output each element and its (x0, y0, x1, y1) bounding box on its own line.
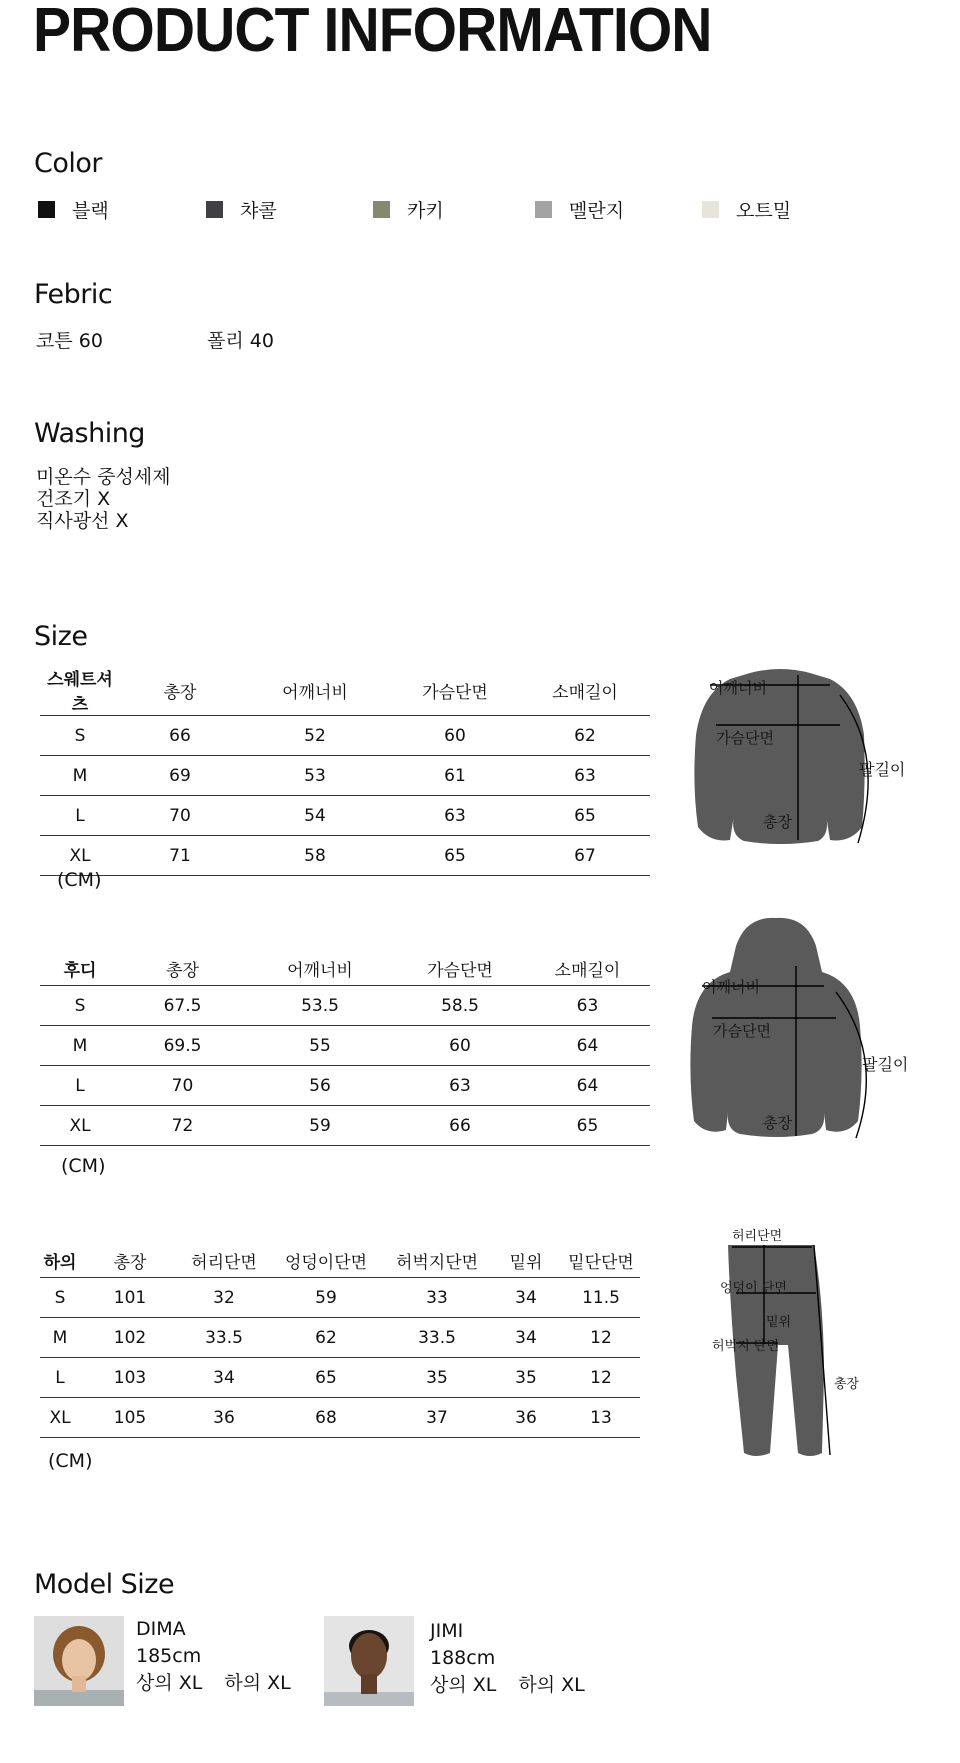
table-cell: 63 (520, 756, 650, 796)
size-heading: Size (34, 621, 88, 652)
hoodie-illustration (676, 916, 916, 1146)
diagram-label-hip: 엉덩이 단면 (720, 1281, 787, 1296)
diagram-label-length: 총장 (763, 1114, 792, 1132)
swatch-black (38, 196, 109, 223)
diagram-label-chest: 가슴단면 (716, 729, 774, 747)
model-info-jimi (430, 1618, 585, 1699)
pants-diagram (706, 1225, 876, 1465)
swatch-label: 카키 (407, 200, 444, 222)
diagram-label-thigh: 허벅지 단면 (712, 1339, 779, 1354)
column-header: 밑위 (490, 1243, 562, 1278)
table-cell: 56 (245, 1066, 395, 1106)
diagram-label-waist: 허리단면 (732, 1229, 783, 1244)
table-row (40, 986, 650, 1026)
table-cell: 102 (80, 1318, 180, 1358)
swatch-label: 오트밀 (736, 200, 792, 222)
model-photo-dima (34, 1616, 124, 1706)
table-cell: 32 (180, 1278, 268, 1318)
column-header: 어깨너비 (245, 951, 395, 986)
table-cell: 65 (520, 796, 650, 836)
table-row (40, 1358, 640, 1398)
model-name: JIMI (430, 1620, 464, 1642)
table-cell: 34 (490, 1278, 562, 1318)
table-row (40, 836, 650, 876)
table-cell: 62 (520, 716, 650, 756)
column-header: 소매길이 (520, 665, 650, 716)
column-header: 엉덩이단면 (268, 1243, 384, 1278)
model-photo-jimi (324, 1616, 414, 1706)
table-cell: 33 (384, 1278, 490, 1318)
swatch-label: 멜란지 (569, 200, 625, 222)
table-cell: 63 (395, 1066, 525, 1106)
diagram-label-sleeve: 팔길이 (862, 1055, 909, 1074)
color-heading: Color (34, 148, 102, 179)
sweatshirt-size-table (40, 665, 650, 876)
table-cell: 12 (562, 1358, 640, 1398)
column-header: 소매길이 (525, 951, 650, 986)
model-bottom-size: 하의 XL (224, 1672, 291, 1694)
table-cell: 13 (562, 1398, 640, 1438)
pants-unit: (CM) (48, 1450, 93, 1472)
table-cell: 63 (390, 796, 520, 836)
column-header: 가슴단면 (395, 951, 525, 986)
model-wear (430, 1672, 585, 1699)
table-cell: 67 (520, 836, 650, 876)
table-cell: XL (40, 1398, 80, 1438)
page-title: PRODUCT INFORMATION (33, 0, 712, 65)
table-cell: L (40, 1066, 120, 1106)
table-row (40, 1318, 640, 1358)
washing-line: 건조기 X (36, 488, 111, 510)
model-heading: Model Size (34, 1569, 175, 1600)
swatch-melange (535, 196, 624, 223)
swatch-label: 챠콜 (240, 200, 277, 222)
model-bottom-size: 하의 XL (518, 1674, 585, 1696)
table-cell: XL (40, 836, 120, 876)
model-card-jimi (324, 1616, 644, 1712)
diagram-label-shoulder: 어깨너비 (709, 679, 767, 697)
table-cell: 105 (80, 1398, 180, 1438)
swatch-box (206, 201, 223, 218)
table-row (40, 1026, 650, 1066)
swatch-khaki (373, 196, 444, 223)
table-row (40, 796, 650, 836)
table-row (40, 1066, 650, 1106)
table-cell: 55 (245, 1026, 395, 1066)
table-header-row (40, 665, 650, 716)
diagram-label-sleeve: 팔길이 (859, 760, 906, 779)
model-height: 188cm (430, 1647, 496, 1669)
table-row (40, 1106, 650, 1146)
model-wear (136, 1670, 291, 1697)
table-cell: 36 (180, 1398, 268, 1438)
table-cell: 67.5 (120, 986, 245, 1026)
column-header: 어깨너비 (240, 665, 390, 716)
model-height: 185cm (136, 1645, 202, 1667)
diagram-label-length: 총장 (834, 1377, 860, 1392)
model-card-dima (34, 1616, 334, 1712)
table-cell: 101 (80, 1278, 180, 1318)
table-cell: 12 (562, 1318, 640, 1358)
pants-size-table (40, 1243, 640, 1438)
fabric-heading: Febric (34, 279, 113, 310)
table-cell: S (40, 716, 120, 756)
table-header-row (40, 1243, 640, 1278)
sweatshirt-unit: (CM) (57, 869, 102, 891)
column-header: 하의 (40, 1243, 80, 1278)
swatch-oatmeal (702, 196, 791, 223)
model-name: DIMA (136, 1618, 186, 1640)
table-cell: 62 (268, 1318, 384, 1358)
table-row (40, 716, 650, 756)
table-cell: 69 (120, 756, 240, 796)
swatch-box (373, 201, 390, 218)
table-cell: 64 (525, 1026, 650, 1066)
table-cell: 65 (390, 836, 520, 876)
swatch-box (535, 201, 552, 218)
column-header: 허리단면 (180, 1243, 268, 1278)
table-cell: 65 (268, 1358, 384, 1398)
table-cell: 65 (525, 1106, 650, 1146)
table-cell: 52 (240, 716, 390, 756)
diagram-label-chest: 가슴단면 (713, 1022, 771, 1040)
table-cell: 34 (180, 1358, 268, 1398)
table-cell: 69.5 (120, 1026, 245, 1066)
table-cell: 53 (240, 756, 390, 796)
table-cell: 35 (490, 1358, 562, 1398)
table-cell: 70 (120, 1066, 245, 1106)
table-header-row (40, 951, 650, 986)
table-cell: 59 (245, 1106, 395, 1146)
table-cell: 59 (268, 1278, 384, 1318)
column-header: 후디 (40, 951, 120, 986)
table-cell: 54 (240, 796, 390, 836)
swatch-charcoal (206, 196, 277, 223)
swatch-box (38, 201, 55, 218)
table-cell: 70 (120, 796, 240, 836)
column-header: 밑단단면 (562, 1243, 640, 1278)
table-cell: 68 (268, 1398, 384, 1438)
diagram-label-rise: 밑위 (766, 1315, 792, 1330)
table-cell: L (40, 1358, 80, 1398)
swatch-box (702, 201, 719, 218)
table-cell: 66 (120, 716, 240, 756)
column-header: 스웨트셔츠 (40, 665, 120, 716)
model-top-size: 상의 XL (430, 1674, 497, 1696)
column-header: 총장 (120, 665, 240, 716)
table-cell: 53.5 (245, 986, 395, 1026)
table-cell: 58 (240, 836, 390, 876)
table-cell: 63 (525, 986, 650, 1026)
color-swatch-row (38, 196, 818, 222)
column-header: 총장 (80, 1243, 180, 1278)
table-cell: XL (40, 1106, 120, 1146)
model-top-size: 상의 XL (136, 1672, 203, 1694)
table-cell: 60 (395, 1026, 525, 1066)
table-row (40, 1398, 640, 1438)
fabric-cotton: 코튼 60 (36, 330, 103, 352)
hoodie-unit: (CM) (61, 1155, 106, 1177)
table-cell: 66 (395, 1106, 525, 1146)
column-header: 가슴단면 (390, 665, 520, 716)
table-cell: 60 (390, 716, 520, 756)
table-cell: 33.5 (384, 1318, 490, 1358)
fabric-poly: 폴리 40 (207, 330, 274, 352)
table-cell: 103 (80, 1358, 180, 1398)
washing-line: 직사광선 X (36, 510, 129, 532)
diagram-label-length: 총장 (763, 813, 792, 831)
table-cell: 34 (490, 1318, 562, 1358)
table-cell: S (40, 1278, 80, 1318)
table-row (40, 756, 650, 796)
table-cell: M (40, 1318, 80, 1358)
table-cell: 33.5 (180, 1318, 268, 1358)
table-cell: M (40, 1026, 120, 1066)
table-cell: 58.5 (395, 986, 525, 1026)
table-cell: 71 (120, 836, 240, 876)
table-cell: 72 (120, 1106, 245, 1146)
table-cell: 11.5 (562, 1278, 640, 1318)
washing-instructions (36, 466, 171, 532)
washing-line: 미온수 중성세제 (36, 466, 171, 488)
column-header: 허벅지단면 (384, 1243, 490, 1278)
diagram-label-shoulder: 어깨너비 (702, 978, 760, 996)
table-cell: 61 (390, 756, 520, 796)
model-info-dima (136, 1616, 291, 1697)
table-cell: L (40, 796, 120, 836)
table-cell: 64 (525, 1066, 650, 1106)
table-cell: 36 (490, 1398, 562, 1438)
swatch-label: 블랙 (72, 200, 109, 222)
washing-heading: Washing (34, 418, 145, 449)
hoodie-diagram (676, 916, 916, 1146)
table-cell: 37 (384, 1398, 490, 1438)
column-header: 총장 (120, 951, 245, 986)
table-cell: S (40, 986, 120, 1026)
table-cell: 35 (384, 1358, 490, 1398)
sweatshirt-diagram (680, 665, 920, 855)
hoodie-size-table (40, 951, 650, 1146)
table-cell: M (40, 756, 120, 796)
table-row (40, 1278, 640, 1318)
